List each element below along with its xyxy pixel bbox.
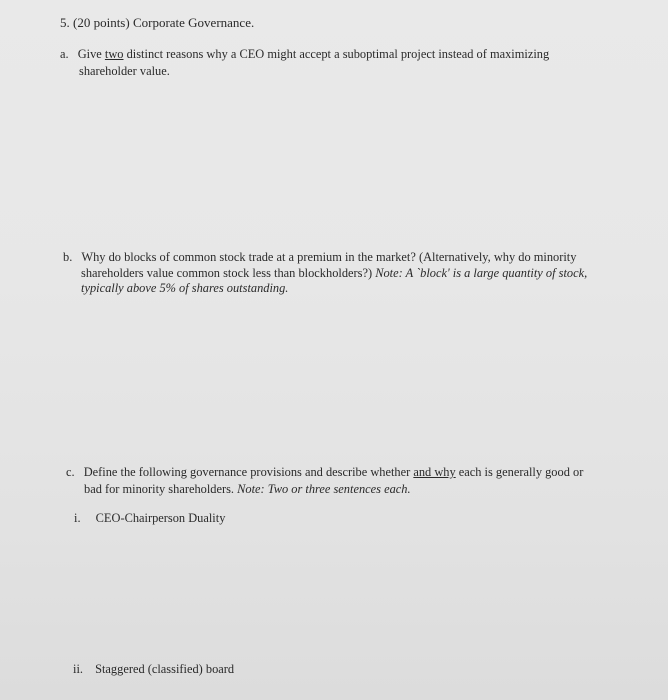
item-ii-text: Staggered (classified) board: [95, 662, 235, 676]
part-b-line-2: [81, 266, 587, 281]
part-c-line-1: [66, 465, 583, 480]
part-c-item-i: [74, 511, 225, 526]
part-a-label: a.: [60, 47, 69, 61]
part-c-text-2: bad for minority shareholders.: [84, 482, 238, 496]
part-c-label: c.: [66, 465, 75, 479]
part-c-line-2: [84, 482, 411, 497]
part-b-label: b.: [63, 250, 73, 264]
part-a-line-1: [60, 47, 549, 62]
part-b-line-1: [63, 250, 576, 265]
part-a-text-rest: distinct reasons why a CEO might accept a suboptimal project instead of maximizing: [123, 47, 550, 61]
question-number: 5.: [60, 15, 70, 30]
item-i-text: CEO-Chairperson Duality: [95, 511, 226, 525]
question-title: (20 points) Corporate Governance.: [73, 15, 255, 30]
part-b-text-1: Why do blocks of common stock trade at a premium in the market? (Alternatively, why do minority: [81, 250, 577, 264]
part-c-text-1a: Define the following governance provisions and describe whether: [83, 465, 414, 479]
part-c-text-1b: each is generally good or: [455, 465, 584, 479]
item-ii-label: ii.: [73, 662, 83, 676]
part-c-underlined-and-why: and why: [413, 465, 456, 479]
part-c-item-ii: [73, 662, 234, 677]
part-b-line-3: typically above 5% of shares outstanding.: [81, 281, 289, 295]
question-header: [60, 15, 254, 30]
part-c-note: Note: Two or three sentences each.: [237, 482, 411, 496]
part-b-note: Note: A `block' is a large quantity of stock,: [375, 266, 588, 280]
part-a-line-2: shareholder value.: [79, 64, 170, 78]
item-i-label: i.: [74, 511, 81, 525]
part-b-text-2: shareholders value common stock less than blockholders?): [81, 266, 376, 280]
part-a-underlined-two: two: [104, 47, 124, 61]
part-a-text-start: Give: [77, 47, 105, 61]
